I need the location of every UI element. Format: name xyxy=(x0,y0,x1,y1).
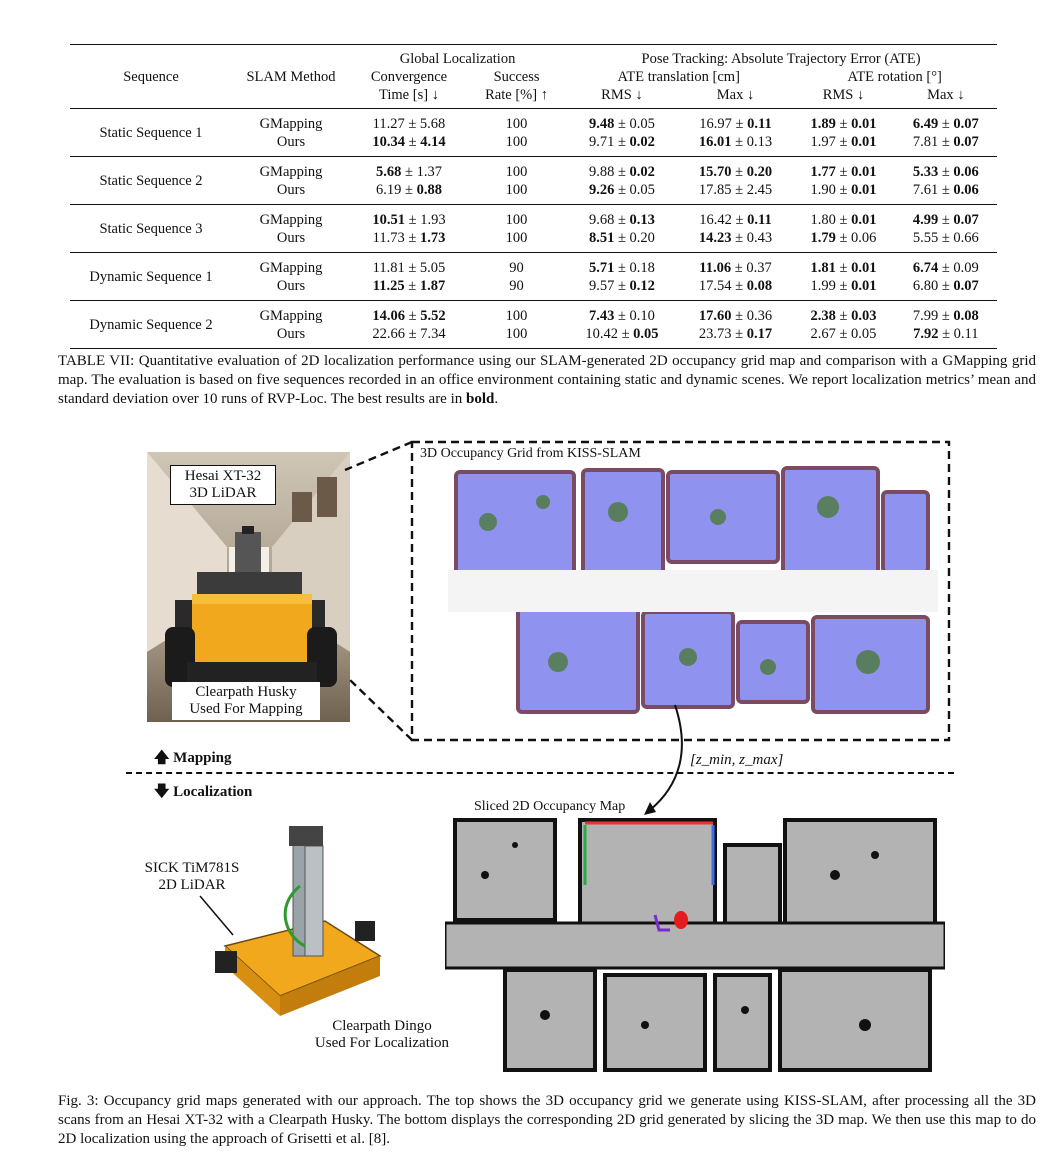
cell-r-max: 4.99 ± 0.07 5.55 ± 0.66 xyxy=(895,205,997,253)
hesai-label-line1: Hesai XT-32 xyxy=(184,468,262,484)
table-caption-bold: bold xyxy=(466,391,495,407)
localization-label xyxy=(154,784,252,801)
cell-methods: GMapping Ours xyxy=(232,253,350,301)
mapping-label xyxy=(154,750,232,767)
cell-t-max: 16.97 ± 0.11 16.01 ± 0.13 xyxy=(679,109,793,157)
sliced-title: Sliced 2D Occupancy Map xyxy=(474,799,626,814)
cell-t-max: 17.60 ± 0.36 23.73 ± 0.17 xyxy=(679,301,793,349)
table-caption-end: . xyxy=(494,391,499,407)
cell-succ: 100 100 xyxy=(468,301,565,349)
cell-conv: 14.06 ± 5.52 22.66 ± 7.34 xyxy=(350,301,468,349)
cell-sequence: Static Sequence 2 xyxy=(70,157,232,205)
table-caption xyxy=(58,352,1036,409)
col-trans-max: Max ↓ xyxy=(679,86,793,109)
hesai-label-line2: 3D LiDAR xyxy=(189,485,257,501)
husky-label-line2: Used For Mapping xyxy=(189,701,303,717)
results-table xyxy=(70,44,997,349)
down-arrow-icon: 🡇 xyxy=(154,784,170,800)
col-rot-rms: RMS ↓ xyxy=(792,86,894,109)
zoom-line-bottom xyxy=(350,680,412,740)
zoom-line-top xyxy=(345,442,412,470)
col-convergence-l2: Time [s] ↓ xyxy=(350,86,468,109)
cell-t-max: 15.70 ± 0.20 17.85 ± 2.45 xyxy=(679,157,793,205)
col-ate-translation: ATE translation [cm] xyxy=(617,69,740,85)
table-row xyxy=(70,157,997,205)
cell-t-rms: 9.88 ± 0.02 9.26 ± 0.05 xyxy=(565,157,679,205)
cell-methods: GMapping Ours xyxy=(232,157,350,205)
mapping-label-text: Mapping xyxy=(173,750,232,766)
cell-sequence: Dynamic Sequence 2 xyxy=(70,301,232,349)
dingo-label xyxy=(302,1018,462,1052)
husky-label xyxy=(172,682,320,720)
sliced-2d-map xyxy=(445,815,945,1075)
cell-r-rms: 1.81 ± 0.01 1.99 ± 0.01 xyxy=(792,253,894,301)
cell-sequence: Static Sequence 1 xyxy=(70,109,232,157)
cell-t-rms: 9.48 ± 0.05 9.71 ± 0.02 xyxy=(565,109,679,157)
mapping-localization-separator xyxy=(126,772,954,774)
table-row xyxy=(70,301,997,349)
cell-r-max: 5.33 ± 0.06 7.61 ± 0.06 xyxy=(895,157,997,205)
sick-pointer xyxy=(195,893,245,943)
cell-r-rms: 1.80 ± 0.01 1.79 ± 0.06 xyxy=(792,205,894,253)
cell-succ: 100 100 xyxy=(468,109,565,157)
cell-r-max: 6.74 ± 0.09 6.80 ± 0.07 xyxy=(895,253,997,301)
figure-caption: Fig. 3: Occupancy grid maps generated with our approach. The top shows the 3D occupancy grid we generate using KISS-SLAM, after processing all the 3D scans from an Hesai XT-32 with a Clearpath Husky. The bottom displays the corresponding 2D grid generated by slicing the 3D map. We then use this map to do 2D localization using the approach of Grisetti et al. [8]. xyxy=(58,1093,1036,1147)
z-range-label: [z_min, z_max] xyxy=(690,752,784,768)
grid3d-map xyxy=(448,462,938,722)
cell-succ: 100 100 xyxy=(468,205,565,253)
col-global-localization: Global Localization xyxy=(350,45,565,69)
dingo-label-line2: Used For Localization xyxy=(314,1035,450,1051)
cell-t-max: 11.06 ± 0.37 17.54 ± 0.08 xyxy=(679,253,793,301)
cell-t-rms: 5.71 ± 0.18 9.57 ± 0.12 xyxy=(565,253,679,301)
col-success-l2: Rate [%] ↑ xyxy=(468,86,565,109)
cell-methods: GMapping Ours xyxy=(232,109,350,157)
cell-succ: 90 90 xyxy=(468,253,565,301)
cell-r-rms: 1.77 ± 0.01 1.90 ± 0.01 xyxy=(792,157,894,205)
localization-label-text: Localization xyxy=(173,784,253,800)
cell-r-rms: 2.38 ± 0.03 2.67 ± 0.05 xyxy=(792,301,894,349)
col-sequence: Sequence xyxy=(70,45,232,109)
cell-methods: GMapping Ours xyxy=(232,205,350,253)
grid3d-title: 3D Occupancy Grid from KISS-SLAM xyxy=(420,446,641,461)
cell-methods: GMapping Ours xyxy=(232,301,350,349)
table-row xyxy=(70,253,997,301)
cell-conv: 5.68 ± 1.37 6.19 ± 0.88 xyxy=(350,157,468,205)
table-caption-text: TABLE VII: Quantitative evaluation of 2D localization performance using our SLAM-generated 2D occupancy grid map and comparison with a GMapping grid map. The evaluation is based on five sequences recorded in an office environment containing static and dynamic scenes. We report localization metrics’ mean and standard deviation over 10 runs of RVP-Loc. The best results are in xyxy=(58,353,1036,407)
husky-label-line1: Clearpath Husky xyxy=(195,684,297,700)
col-trans-rms: RMS ↓ xyxy=(565,86,679,109)
sick-label-line1: SICK TiM781S xyxy=(144,860,240,876)
col-pose-tracking: Pose Tracking: Absolute Trajectory Error (ATE) xyxy=(565,45,997,69)
col-rot-max: Max ↓ xyxy=(895,86,997,109)
cell-sequence: Static Sequence 3 xyxy=(70,205,232,253)
cell-t-rms: 9.68 ± 0.13 8.51 ± 0.20 xyxy=(565,205,679,253)
cell-r-max: 6.49 ± 0.07 7.81 ± 0.07 xyxy=(895,109,997,157)
cell-t-max: 16.42 ± 0.11 14.23 ± 0.43 xyxy=(679,205,793,253)
up-arrow-icon: 🡅 xyxy=(154,750,170,766)
cell-r-max: 7.99 ± 0.08 7.92 ± 0.11 xyxy=(895,301,997,349)
sick-label-line2: 2D LiDAR xyxy=(158,877,226,893)
cell-conv: 10.51 ± 1.93 11.73 ± 1.73 xyxy=(350,205,468,253)
dingo-label-line1: Clearpath Dingo xyxy=(332,1018,432,1034)
cell-conv: 11.27 ± 5.68 10.34 ± 4.14 xyxy=(350,109,468,157)
col-method: SLAM Method xyxy=(232,45,350,109)
table-row xyxy=(70,109,997,157)
slice-arrow xyxy=(620,700,700,820)
table-row xyxy=(70,205,997,253)
sick-label xyxy=(132,860,252,894)
cell-t-rms: 7.43 ± 0.10 10.42 ± 0.05 xyxy=(565,301,679,349)
cell-succ: 100 100 xyxy=(468,157,565,205)
hesai-label xyxy=(170,465,276,505)
cell-conv: 11.81 ± 5.05 11.25 ± 1.87 xyxy=(350,253,468,301)
col-ate-rotation: ATE rotation [°] xyxy=(847,69,942,85)
col-convergence-l1: Convergence xyxy=(370,69,448,85)
col-success-l1: Success xyxy=(493,69,540,85)
slice-arrow-head-icon xyxy=(644,802,656,815)
cell-r-rms: 1.89 ± 0.01 1.97 ± 0.01 xyxy=(792,109,894,157)
cell-sequence: Dynamic Sequence 1 xyxy=(70,253,232,301)
